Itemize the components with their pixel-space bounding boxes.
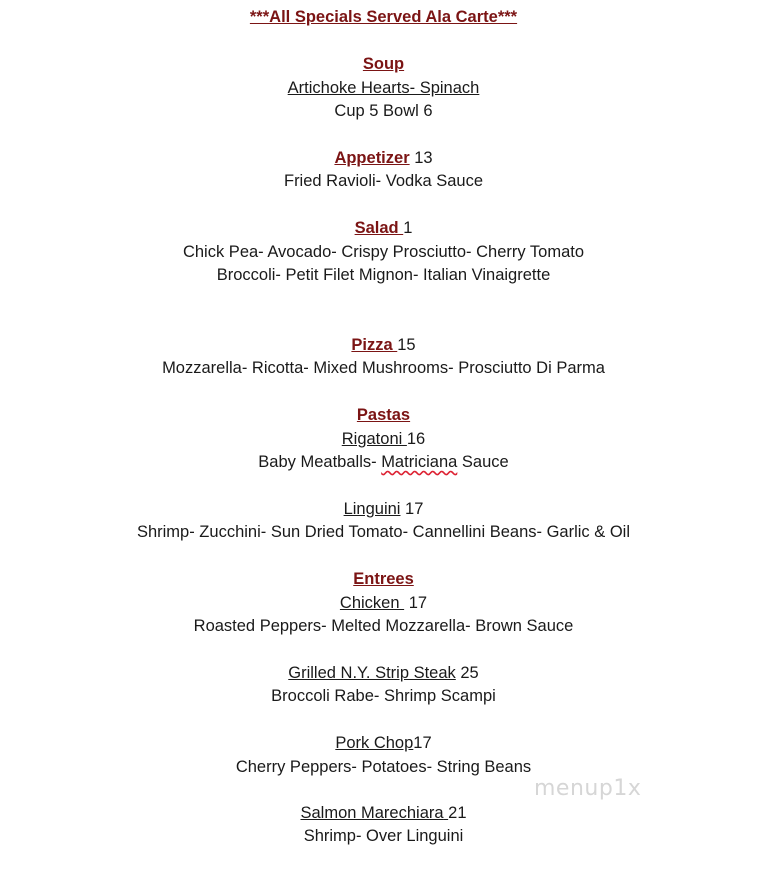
chicken-price: 17 [404, 594, 428, 612]
header-line [0, 7, 767, 27]
salad-desc-1: Chick Pea- Avocado- Crispy Prosciutto- Cherry Tomato [182, 243, 585, 261]
entrees-heading: Entrees [353, 570, 414, 588]
steak-line [0, 663, 767, 683]
pastas-heading: Pastas [356, 406, 411, 424]
chicken-desc: Roasted Peppers- Melted Mozzarella- Brown Sauce [193, 617, 574, 635]
steak-desc: Broccoli Rabe- Shrimp Scampi [271, 687, 496, 705]
salad-price: 1 [403, 219, 413, 237]
linguini-name: Linguini [343, 500, 401, 518]
header-text: ***All Specials Served Ala Carte*** [249, 8, 518, 26]
rigatoni-desc-line [0, 452, 767, 472]
soup-name-line [0, 78, 767, 98]
rigatoni-desc-b: Matriciana [381, 453, 458, 471]
salad-heading: Salad [354, 219, 404, 237]
watermark-logo: menup1x [534, 776, 642, 801]
pork-line [0, 733, 767, 753]
appetizer-heading: Appetizer [334, 149, 410, 167]
steak-name: Grilled N.Y. Strip Steak [288, 664, 456, 682]
appetizer-price: 13 [409, 149, 433, 167]
soup-price-line: Cup 5 Bowl 6 [334, 102, 433, 120]
soup-name: Artichoke Hearts- Spinach [287, 79, 480, 97]
salmon-line [0, 803, 767, 823]
salmon-name-a: Salmon [300, 804, 362, 822]
appetizer-heading-line [0, 148, 767, 168]
appetizer-desc: Fried Ravioli- Vodka Sauce [283, 172, 483, 190]
pizza-desc: Mozzarella- Ricotta- Mixed Mushrooms- Prosciutto Di Parma [162, 359, 605, 377]
pork-name: Pork Chop [335, 734, 414, 752]
entrees-heading-line [0, 569, 767, 589]
salmon-desc: Shrimp- Over Linguini [303, 827, 464, 845]
pastas-heading-line [0, 405, 767, 425]
pizza-heading-line [0, 335, 767, 355]
pork-price: 17 [413, 734, 432, 752]
steak-price: 25 [455, 664, 479, 682]
pork-desc: Cherry Peppers- Potatoes- String Beans [235, 758, 532, 776]
salad-desc-2: Broccoli- Petit Filet Mignon- Italian Vinaigrette [216, 266, 551, 284]
chicken-name: Chicken [339, 594, 405, 612]
soup-heading-line [0, 54, 767, 74]
soup-heading: Soup [362, 55, 405, 73]
rigatoni-desc-c: Sauce [457, 453, 509, 471]
linguini-price: 17 [400, 500, 424, 518]
linguini-desc: Shrimp- Zucchini- Sun Dried Tomato- Cannellini Beans- Garlic & Oil [136, 523, 631, 541]
salmon-name-b: Marechiara [361, 804, 444, 822]
salmon-price: 21 [448, 804, 467, 822]
chicken-line [0, 593, 767, 613]
pizza-heading: Pizza [351, 336, 398, 354]
rigatoni-desc-a: Baby Meatballs- [258, 453, 382, 471]
salad-heading-line [0, 218, 767, 238]
linguini-line [0, 499, 767, 519]
pizza-price: 15 [397, 336, 416, 354]
rigatoni-price: 16 [406, 430, 426, 448]
rigatoni-line [0, 429, 767, 449]
rigatoni-name: Rigatoni [341, 430, 407, 448]
